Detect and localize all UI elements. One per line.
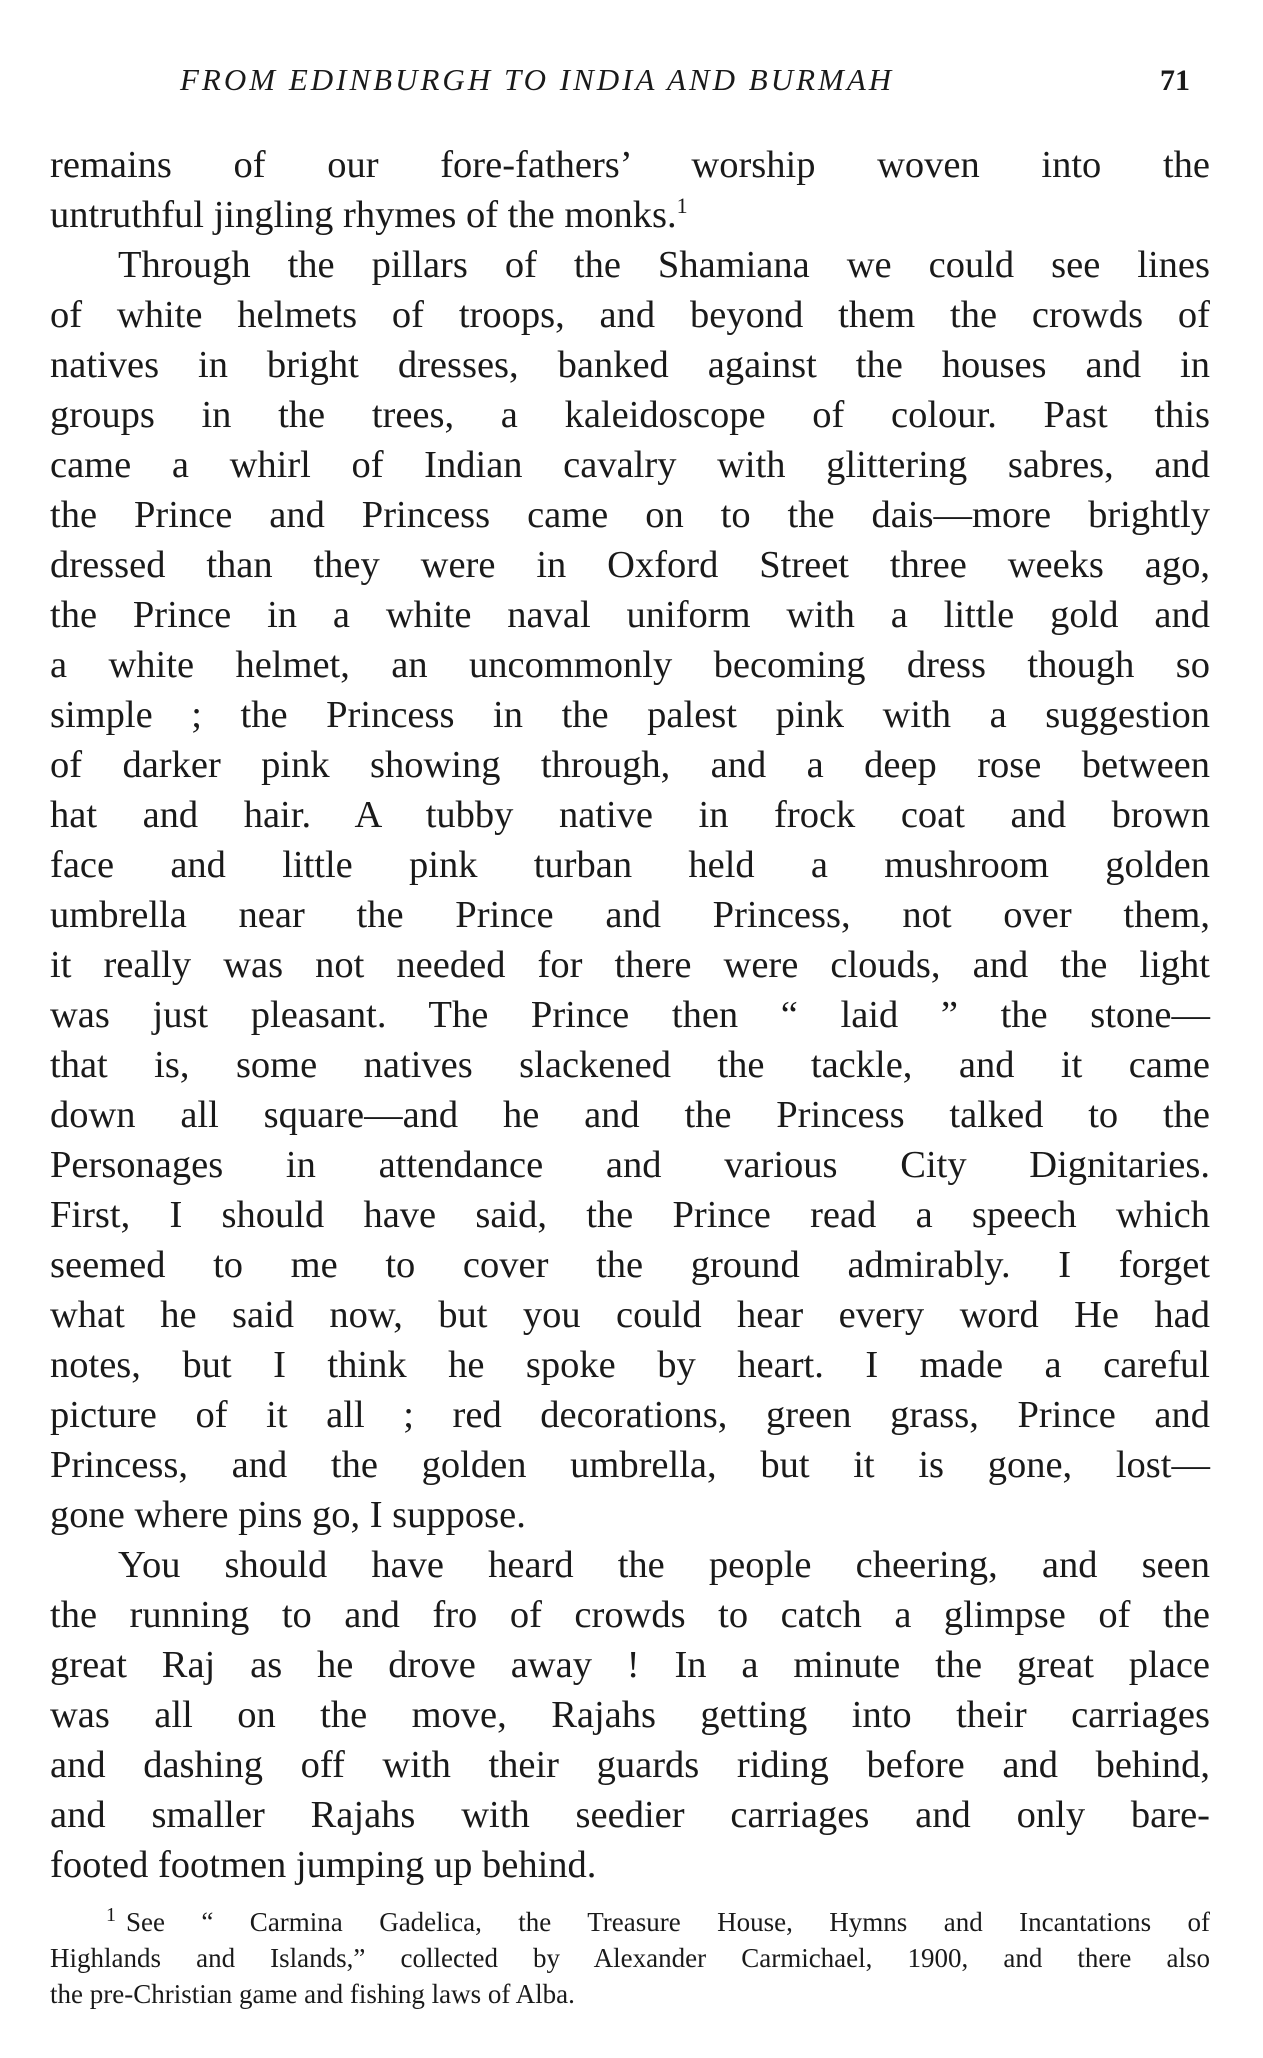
text-line: remains of our fore-fathers’ worship woven into the <box>50 144 1210 186</box>
footnote-line: Highlands and Islands,” collected by Alexander Carmichael, 1900, and there also <box>50 1943 1210 1973</box>
footnote-line: the pre-Christian game and fishing laws of Alba. <box>50 1979 575 2009</box>
text-line: dressed than they were in Oxford Street three weeks ago, <box>50 544 1210 586</box>
text-line: it really was not needed for there were clouds, and the light <box>50 944 1210 986</box>
text-line: and smaller Rajahs with seedier carriages and only bare- <box>50 1794 1210 1836</box>
text-line: a white helmet, an uncommonly becoming dress though so <box>50 644 1210 686</box>
paragraph-start-line: You should have heard the people cheering, and seen <box>118 1544 1210 1586</box>
text-line: the Prince and Princess came on to the dais—more brightly <box>50 494 1210 536</box>
text-line: notes, but I think he spoke by heart. I made a careful <box>50 1344 1210 1386</box>
text-line: was just pleasant. The Prince then “ laid ” the stone— <box>50 994 1210 1036</box>
text-line: natives in bright dresses, banked against the houses and in <box>50 344 1210 386</box>
text-line: down all square—and he and the Princess talked to the <box>50 1094 1210 1136</box>
text-line: face and little pink turban held a mushroom golden <box>50 844 1210 886</box>
text-line: the Prince in a white naval uniform with a little gold and <box>50 594 1210 636</box>
text-line-with-footnote <box>50 190 1210 240</box>
text-line: the running to and fro of crowds to catch a glimpse of the <box>50 1594 1210 1636</box>
text-line: untruthful jingling rhymes of the monks. <box>50 194 677 236</box>
footnote-text: See “ Carmina Gadelica, the Treasure House, Hymns and Incantations of <box>126 1907 1210 1937</box>
text-line: of darker pink showing through, and a deep rose between <box>50 744 1210 786</box>
text-line: what he said now, but you could hear every word He had <box>50 1294 1210 1336</box>
text-line: Personages in attendance and various City Dignitaries. <box>50 1144 1210 1186</box>
text-line: Princess, and the golden umbrella, but it is gone, lost— <box>50 1444 1210 1486</box>
text-line: was all on the move, Rajahs getting into their carriages <box>50 1694 1210 1736</box>
text-line: First, I should have said, the Prince read a speech which <box>50 1194 1210 1236</box>
text-line: of white helmets of troops, and beyond them the crowds of <box>50 294 1210 336</box>
footnote-reference: 1 <box>676 193 688 219</box>
text-line: picture of it all ; red decorations, green grass, Prince and <box>50 1394 1210 1436</box>
paragraph-start-line: Through the pillars of the Shamiana we could see lines <box>118 244 1210 286</box>
text-line: seemed to me to cover the ground admirably. I forget <box>50 1244 1210 1286</box>
footnote-marker: 1 <box>106 1904 116 1926</box>
text-line: simple ; the Princess in the palest pink with a suggestion <box>50 694 1210 736</box>
running-title: FROM EDINBURGH TO INDIA AND BURMAH <box>180 62 895 97</box>
text-line: hat and hair. A tubby native in frock coat and brown <box>50 794 1210 836</box>
text-line: groups in the trees, a kaleidoscope of colour. Past this <box>50 394 1210 436</box>
paragraph-end-line: footed footmen jumping up behind. <box>50 1844 597 1886</box>
body-text <box>50 140 1210 1890</box>
footnote-line <box>50 1904 1210 1940</box>
text-line: great Raj as he drove away ! In a minute the great place <box>50 1644 1210 1686</box>
text-line: umbrella near the Prince and Princess, not over them, <box>50 894 1210 936</box>
footnotes <box>50 1904 1210 2012</box>
text-line: and dashing off with their guards riding before and behind, <box>50 1744 1210 1786</box>
paragraph-end-line: gone where pins go, I suppose. <box>50 1494 526 1536</box>
page-number: 71 <box>1160 64 1190 97</box>
text-line: came a whirl of Indian cavalry with glittering sabres, and <box>50 444 1210 486</box>
text-line: that is, some natives slackened the tackle, and it came <box>50 1044 1210 1086</box>
